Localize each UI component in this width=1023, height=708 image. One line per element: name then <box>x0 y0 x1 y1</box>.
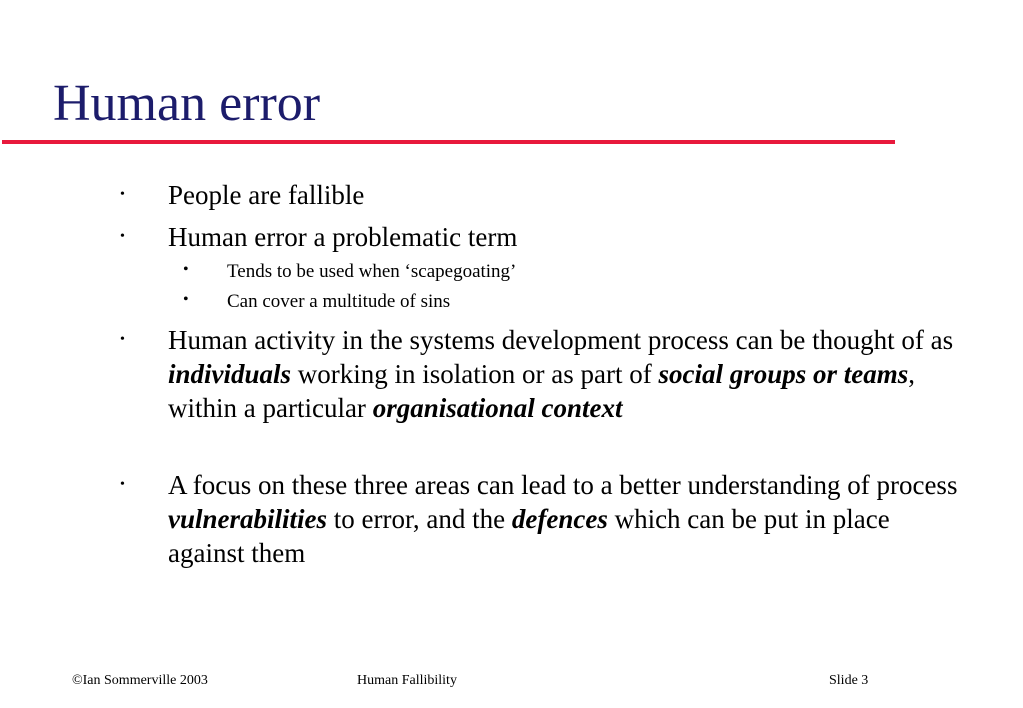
footer-topic: Human Fallibility <box>357 673 457 688</box>
sub-bullet-text: Tends to be used when ‘scapegoating’ <box>227 261 517 282</box>
emphasis-defences: defences <box>511 504 608 534</box>
bullet-icon: • <box>120 477 125 492</box>
text-run: Human activity in the systems development process can be thought of as <box>168 325 954 355</box>
text-run: which can be put in place against them <box>168 504 890 568</box>
bullet-icon: • <box>120 332 125 347</box>
bullet-text <box>168 468 968 570</box>
bullet-icon: • <box>183 291 189 308</box>
text-run: , within a particular <box>168 359 916 423</box>
bullet-icon: • <box>120 187 125 202</box>
emphasis-vulnerabilities: vulnerabilities <box>168 504 328 534</box>
bullet-text: People are fallible <box>168 180 365 210</box>
title-underline <box>2 140 895 144</box>
footer-slide-number: Slide 3 <box>829 673 869 688</box>
text-run: A focus on these three areas can lead to a better understanding of process <box>168 470 958 500</box>
bullet-icon: • <box>183 261 189 278</box>
text-run: to error, and the <box>327 504 512 534</box>
footer-copyright: ©Ian Sommerville 2003 <box>72 673 208 688</box>
bullet-text <box>168 323 968 425</box>
slide-title: Human error <box>53 75 321 132</box>
bullet-icon: • <box>120 229 125 244</box>
emphasis-organisational-context: organisational context <box>372 393 623 423</box>
emphasis-social-groups: social groups or teams <box>658 359 909 389</box>
sub-bullet-text: Can cover a multitude of sins <box>227 291 451 312</box>
bullet-text: Human error a problematic term <box>168 222 518 252</box>
emphasis-individuals: individuals <box>168 359 292 389</box>
text-run: working in isolation or as part of <box>291 359 659 389</box>
